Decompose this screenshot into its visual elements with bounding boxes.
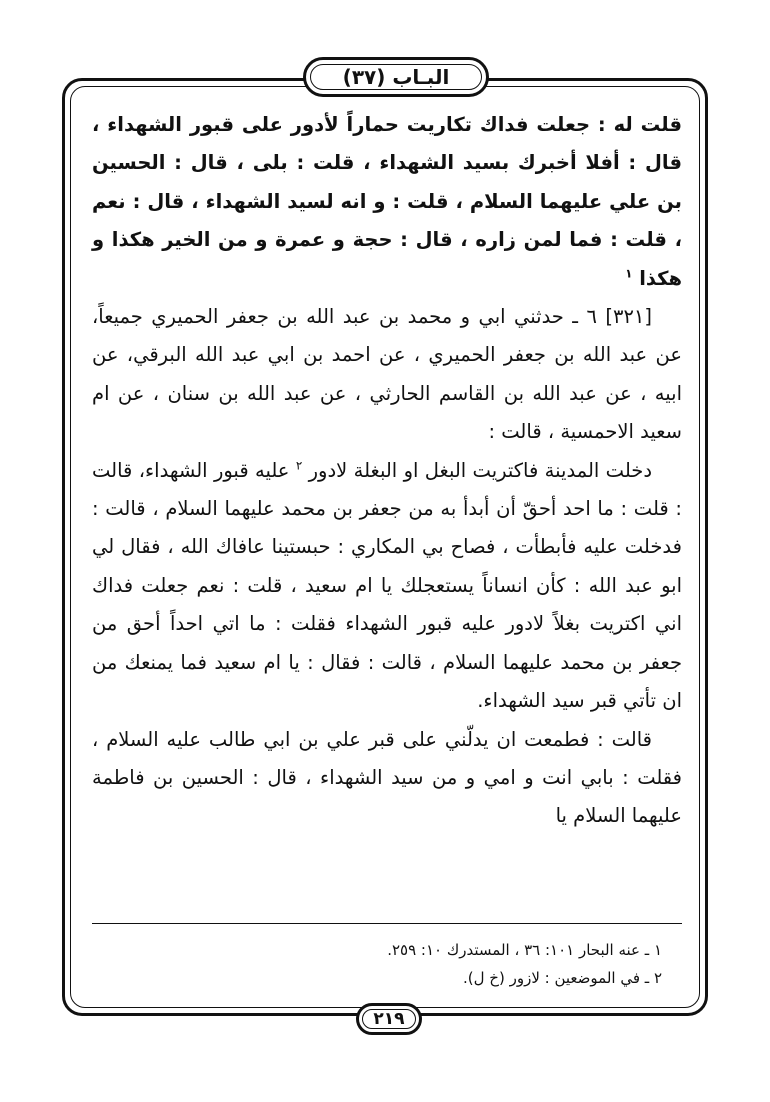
paragraph-1-text: قلت له : جعلت فداك تكاريت حماراً لأدور على قبور الشهداء ، قال : أفلا أخبرك بسيد الشهداء ، قلت : بلى ، قال : الحسين بن علي عليهما السلام ، قلت : و انه لسيد الشهداء ، قال : نعم ، قلت : فما لمن زاره ، قال : حجة و عمرة و من الخير هكذا و هكذا [92, 113, 682, 290]
footnote-ref-2: ٢ [295, 458, 303, 473]
paragraph-3 [92, 452, 682, 721]
footnotes [92, 936, 662, 992]
paragraph-3-text-b: عليه قبور الشهداء، قالت : قلت : ما احد أحقّ أن أبدأ به من جعفر بن محمد عليهما السلام ، قالت : فدخلت عليه فأبطأت ، فصاح بي المكاري : حبستينا عافاك الله ، فقال لي ابو عبد الله : كأن انساناً يستعجلك يا ام سعيد ، قلت : نعم جعلت فداك اني اكتريت بغلاً لادور عليه قبور الشهداء فقلت : ما اتي احداً أحق من جعفر بن محمد عليهما السلام ، قالت : فقال : يا ام سعيد فما يمنعك من ان تأتي قبر سيد الشهداء. [92, 458, 682, 713]
paragraph-2: [٣٢١] ٦ ـ حدثني ابي و محمد بن عبد الله بن جعفر الحميري جميعاً، عن عبد الله بن جعفر الحميري ، عن احمد بن ابي عبد الله البرقي، عن ابيه ، عن عبد الله بن القاسم الحارثي ، عن عبد الله بن سنان ، عن ام سعيد الاحمسية ، قالت : [92, 305, 682, 444]
page-number-badge [356, 1003, 422, 1035]
chapter-title: البـاب (٣٧) [342, 65, 450, 89]
footnote-divider [92, 923, 682, 924]
chapter-header [303, 57, 489, 97]
main-text [92, 106, 682, 836]
footnote-2: ٢ ـ في الموضعين : لازور (خ ل). [463, 969, 662, 987]
paragraph-3-text-a: دخلت المدينة فاكتريت البغل او البغلة لادور [308, 458, 653, 482]
paragraph-1 [92, 106, 682, 298]
footnote-1: ١ ـ عنه البحار ١٠١: ٣٦ ، المستدرك ١٠: ٢٥٩. [387, 941, 662, 959]
footnote-ref-1: ١ [625, 266, 633, 281]
paragraph-4: قالت : فطمعت ان يدلّني على قبر علي بن ابي طالب عليه السلام ، فقلت : بابي انت و امي و من سيد الشهداء ، قال : الحسين بن فاطمة عليهما السلام يا [92, 727, 682, 828]
page-number: ٢١٩ [373, 1009, 405, 1029]
